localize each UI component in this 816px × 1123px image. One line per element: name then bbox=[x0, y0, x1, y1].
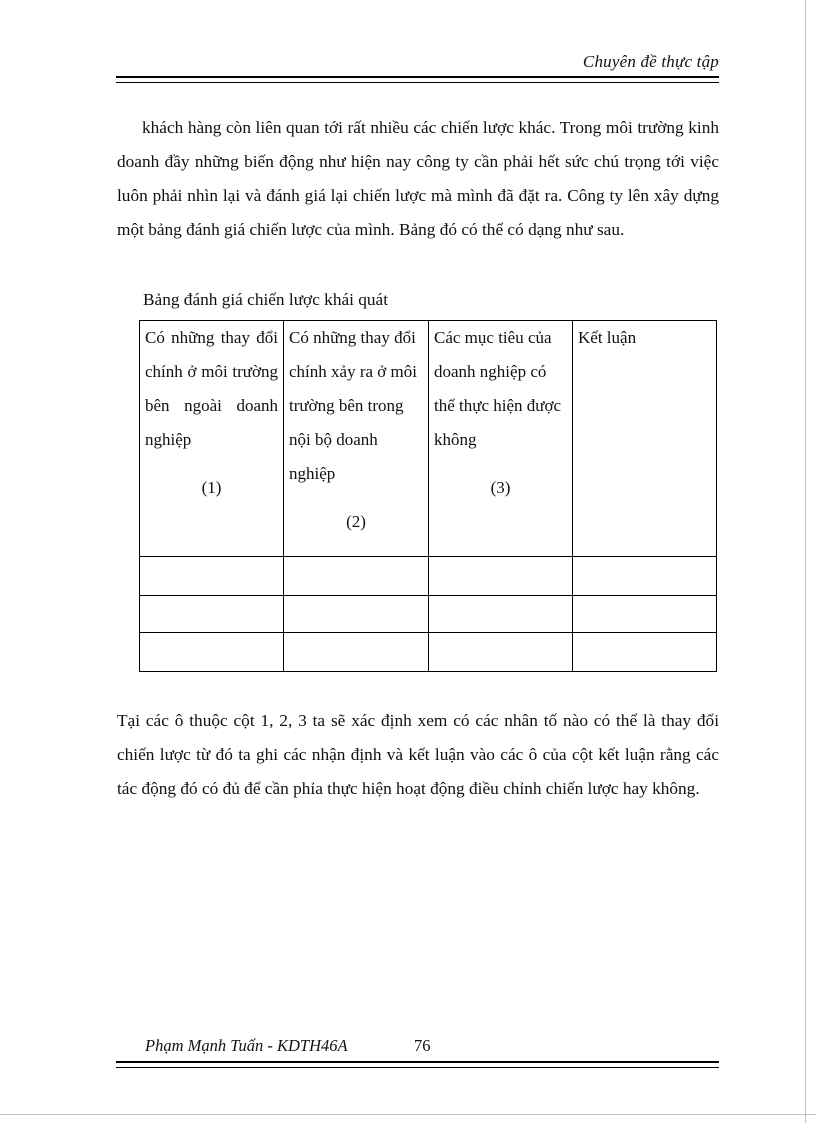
page-edge-bottom bbox=[0, 1114, 816, 1115]
table-cell bbox=[284, 557, 429, 596]
footer-author: Phạm Mạnh Tuấn - KDTH46A bbox=[145, 1036, 348, 1055]
header-text: Kết luận bbox=[578, 328, 637, 347]
page-number: 76 bbox=[414, 1036, 431, 1055]
table-cell bbox=[140, 596, 284, 633]
header-cell-external bbox=[140, 321, 284, 557]
table-cell bbox=[573, 596, 717, 633]
table-cell bbox=[573, 557, 717, 596]
table-cell bbox=[429, 596, 573, 633]
header-text: Có những thay đổi chính ở môi trường bên ngoài doanh nghiệp bbox=[145, 328, 278, 449]
header-text: Có những thay đổi chính xảy ra ở môi trường bên trong nội bộ doanh nghiệp bbox=[289, 328, 417, 483]
table-header-row bbox=[140, 321, 717, 557]
page-edge-right bbox=[805, 0, 806, 1123]
table-cell bbox=[140, 557, 284, 596]
header-rule bbox=[116, 76, 719, 83]
table-cell bbox=[429, 633, 573, 672]
footer-rule bbox=[116, 1061, 719, 1068]
header-number: (1) bbox=[201, 478, 222, 497]
header-cell-conclusion bbox=[573, 321, 717, 557]
header-number: (3) bbox=[490, 478, 511, 497]
table-cell bbox=[573, 633, 717, 672]
table-caption: Bảng đánh giá chiến lược khái quát bbox=[143, 290, 389, 309]
table-row bbox=[140, 633, 717, 672]
table-row bbox=[140, 596, 717, 633]
body-paragraph-2: Tại các ô thuộc cột 1, 2, 3 ta sẽ xác định xem có các nhân tố nào có thể là thay đổi chiến lược từ đó ta ghi các nhận định và kết luận vào các ô của cột kết luận rằng các tác động đó có đủ để cần phỉa thực hiện hoạt động điều chỉnh chiến lược hay không. bbox=[117, 711, 719, 798]
header-title: Chuyên đề thực tập bbox=[582, 52, 719, 71]
header-cell-objectives bbox=[429, 321, 573, 557]
header-cell-internal bbox=[284, 321, 429, 557]
header-text: Các mục tiêu của doanh nghiệp có thể thực hiện được không bbox=[434, 328, 562, 449]
table-cell bbox=[140, 633, 284, 672]
table-cell bbox=[429, 557, 573, 596]
header-number: (2) bbox=[346, 512, 366, 531]
table-row bbox=[140, 557, 717, 596]
table-cell bbox=[284, 633, 429, 672]
strategy-evaluation-table bbox=[139, 320, 717, 672]
body-paragraph-1: khách hàng còn liên quan tới rất nhiều các chiến lược khác. Trong môi trường kinh doanh đầy những biến động như hiện nay công ty cần phải hết sức chú trọng tới việc luôn phải nhìn lại và đánh giá lại chiến lược mà mình đã đặt ra. Công ty lên xây dựng một bảng đánh giá chiến lược của mình. Bảng đó có thể có dạng như sau. bbox=[117, 118, 719, 239]
table-cell bbox=[284, 596, 429, 633]
